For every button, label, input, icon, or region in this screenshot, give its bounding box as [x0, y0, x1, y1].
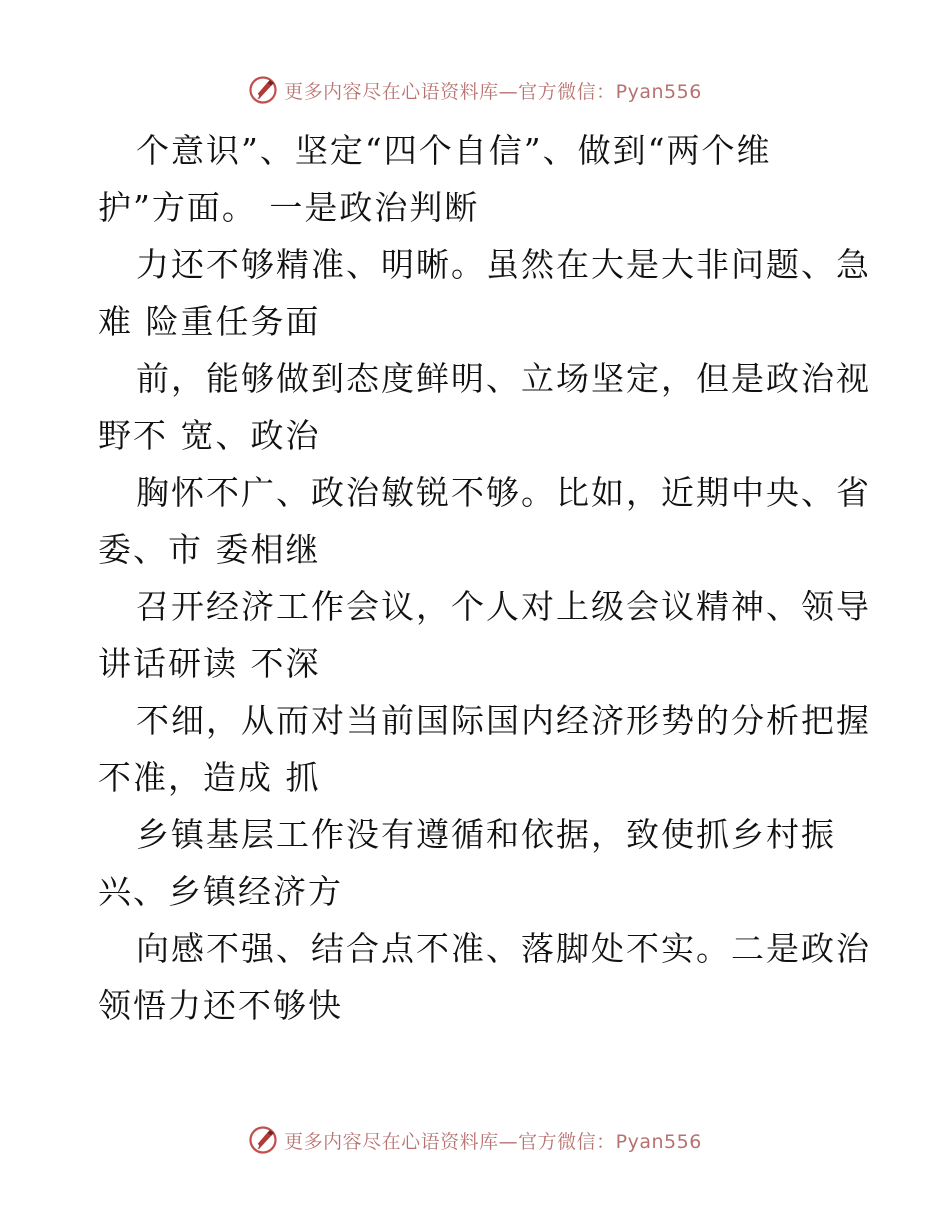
text-line — [98, 350, 871, 407]
text-line — [98, 236, 871, 293]
text-line-content: 难 险重任务面 — [98, 302, 321, 341]
text-line — [98, 920, 871, 977]
text-line — [98, 863, 858, 920]
text-line — [98, 635, 858, 692]
text-line-content: 护”方面。 一是政治判断 — [98, 188, 480, 227]
text-line-content: 不准，造成 抓 — [98, 758, 321, 797]
text-line-content: 不细，从而对当前国际国内经济形势的分析把握 — [136, 701, 871, 740]
pen-seal-icon — [248, 75, 278, 105]
pen-seal-icon — [248, 1125, 278, 1155]
text-line-content: 力还不够精准、明晰。虽然在大是大非问题、急 — [136, 245, 871, 284]
watermark-text: 更多内容尽在心语资料库—官方微信：Pyan556 — [284, 80, 702, 103]
text-line — [98, 407, 858, 464]
text-line-content: 个意识”、坚定“四个自信”、做到“两个维 — [136, 131, 772, 170]
text-line-content: 胸怀不广、政治敏锐不够。比如，近期中央、省 — [136, 473, 871, 512]
text-line-content: 讲话研读 不深 — [98, 644, 321, 683]
text-line-content: 乡镇基层工作没有遵循和依据，致使抓乡村振 — [136, 815, 836, 854]
text-line — [98, 806, 858, 863]
text-line-content: 前，能够做到态度鲜明、立场坚定，但是政治视 — [136, 359, 871, 398]
text-line — [98, 179, 858, 236]
footer-watermark — [0, 1123, 950, 1157]
text-line — [98, 521, 858, 578]
text-line-content: 兴、乡镇经济方 — [98, 872, 343, 911]
text-line — [98, 749, 858, 806]
text-line — [98, 578, 871, 635]
text-line — [98, 293, 858, 350]
text-line-content: 委、市 委相继 — [98, 530, 321, 569]
text-line-content: 召开经济工作会议，个人对上级会议精神、领导 — [136, 587, 871, 626]
text-line-content: 野不 宽、政治 — [98, 416, 321, 455]
text-line-content: 向感不强、结合点不准、落脚处不实。二是政治 — [136, 929, 871, 968]
watermark-text: 更多内容尽在心语资料库—官方微信：Pyan556 — [284, 1130, 702, 1153]
header-watermark — [0, 73, 950, 107]
text-line — [98, 977, 858, 1034]
text-line — [98, 692, 871, 749]
document-body — [98, 122, 871, 1034]
text-line-content: 领悟力还不够快 — [98, 986, 343, 1025]
text-line — [98, 464, 871, 521]
text-line — [98, 122, 858, 179]
